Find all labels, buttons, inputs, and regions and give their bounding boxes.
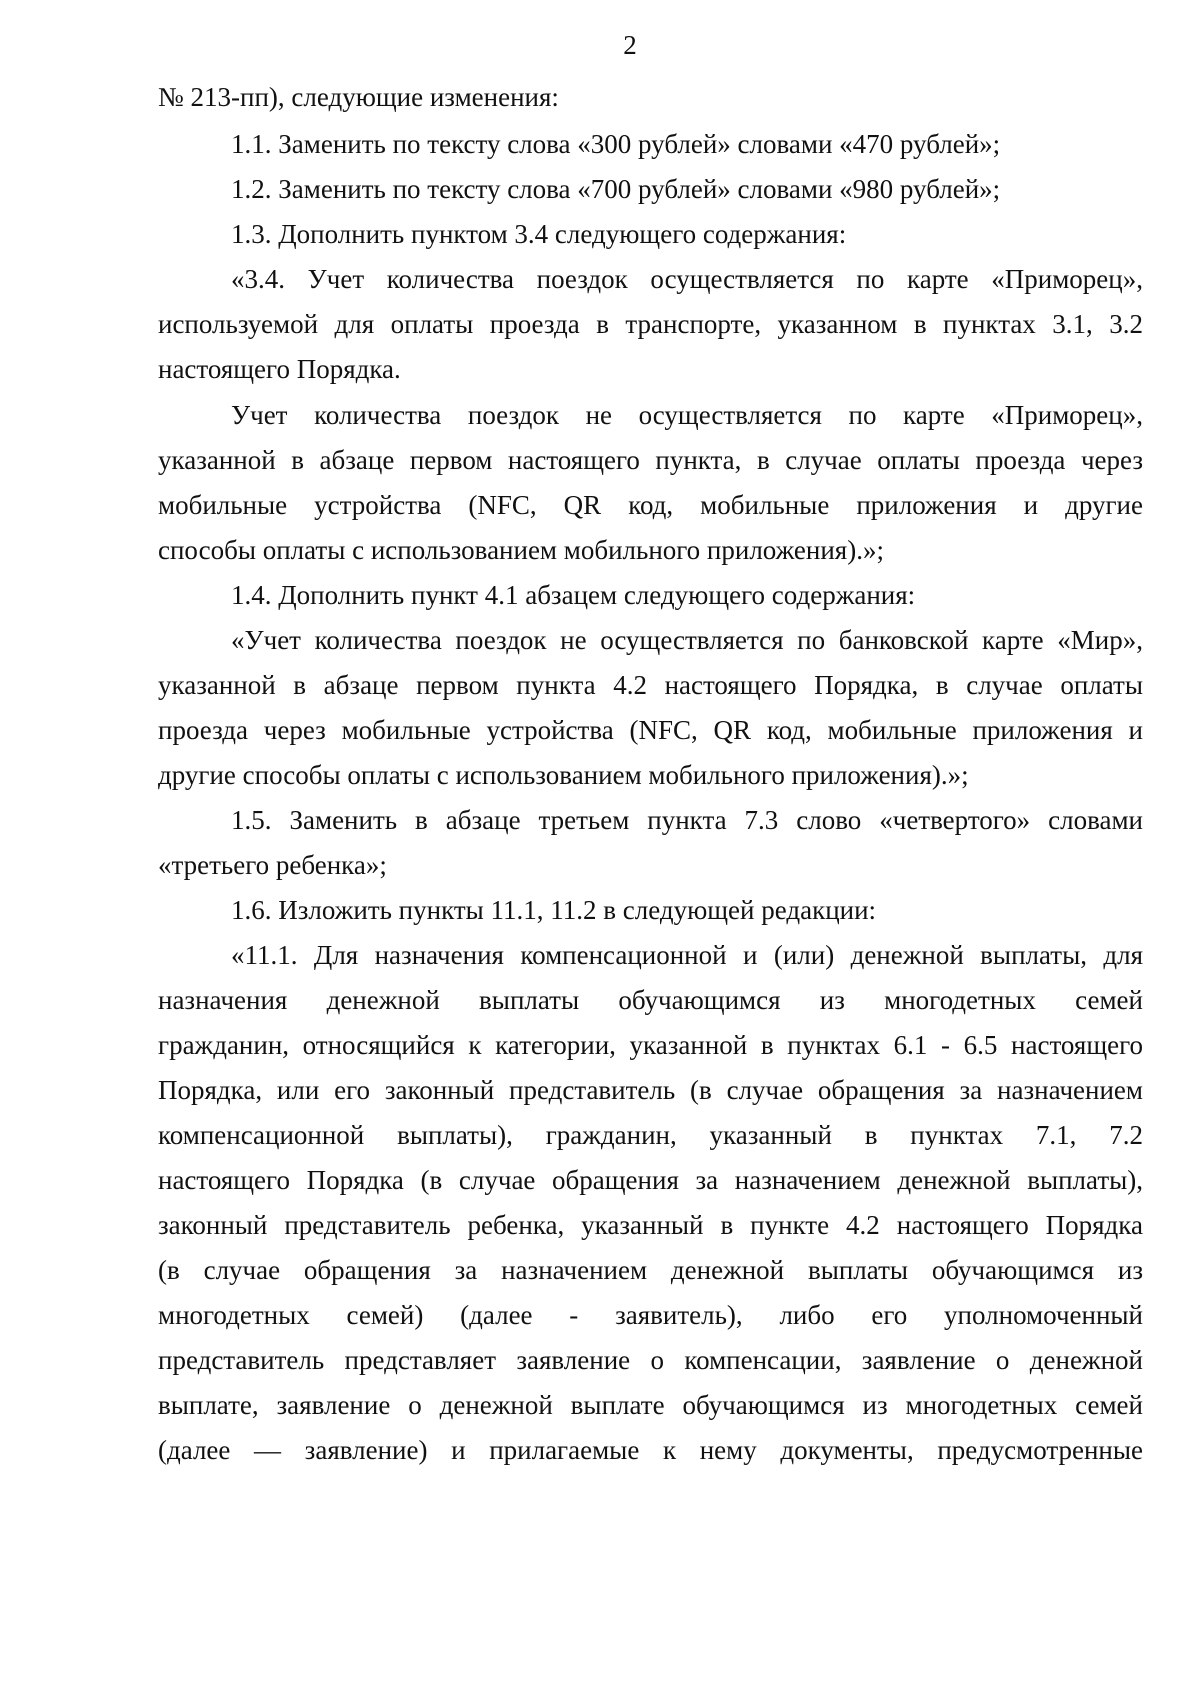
text-line: представитель представляет заявление о компенсации, заявление о денежной bbox=[158, 1345, 1143, 1375]
text-line: «3.4. Учет количества поездок осуществляется по карте «Приморец», bbox=[231, 264, 1143, 294]
text-line: «третьего ребенка»; bbox=[158, 850, 387, 880]
text-line: выплате, заявление о денежной выплате обучающимся из многодетных семей bbox=[158, 1390, 1143, 1420]
text-line: указанной в абзаце первом настоящего пункта, в случае оплаты проезда через bbox=[158, 445, 1143, 475]
text-line: № 213-пп), следующие изменения: bbox=[158, 82, 559, 112]
text-line: 1.3. Дополнить пунктом 3.4 следующего содержания: bbox=[231, 219, 847, 249]
text-line: (в случае обращения за назначением денежной выплаты обучающимся из bbox=[158, 1255, 1143, 1285]
text-line: (далее — заявление) и прилагаемые к нему документы, предусмотренные bbox=[158, 1435, 1143, 1465]
text-line: проезда через мобильные устройства (NFC, QR код, мобильные приложения и bbox=[158, 715, 1143, 745]
text-line: «11.1. Для назначения компенсационной и (или) денежной выплаты, для bbox=[231, 940, 1143, 970]
text-line: указанной в абзаце первом пункта 4.2 настоящего Порядка, в случае оплаты bbox=[158, 670, 1143, 700]
page-number: 2 bbox=[623, 30, 637, 60]
text-line: 1.4. Дополнить пункт 4.1 абзацем следующего содержания: bbox=[231, 580, 916, 610]
text-line: многодетных семей) (далее - заявитель), либо его уполномоченный bbox=[158, 1300, 1143, 1330]
text-line: другие способы оплаты с использованием мобильного приложения).»; bbox=[158, 760, 969, 790]
text-line: гражданин, относящийся к категории, указанной в пунктах 6.1 - 6.5 настоящего bbox=[158, 1030, 1143, 1060]
text-line: компенсационной выплаты), гражданин, указанный в пунктах 7.1, 7.2 bbox=[158, 1120, 1143, 1150]
text-line: законный представитель ребенка, указанный в пункте 4.2 настоящего Порядка bbox=[158, 1210, 1143, 1240]
text-line: настоящего Порядка (в случае обращения за назначением денежной выплаты), bbox=[158, 1165, 1143, 1195]
text-line: используемой для оплаты проезда в транспорте, указанном в пунктах 3.1, 3.2 bbox=[158, 309, 1143, 339]
text-line: 1.1. Заменить по тексту слова «300 рублей» словами «470 рублей»; bbox=[231, 129, 1001, 159]
text-line: способы оплаты с использованием мобильного приложения).»; bbox=[158, 535, 884, 565]
text-line: назначения денежной выплаты обучающимся из многодетных семей bbox=[158, 985, 1143, 1015]
text-line: 1.5. Заменить в абзаце третьем пункта 7.3 слово «четвертого» словами bbox=[231, 805, 1143, 835]
text-line: «Учет количества поездок не осуществляется по банковской карте «Мир», bbox=[231, 625, 1143, 655]
text-line: мобильные устройства (NFC, QR код, мобильные приложения и другие bbox=[158, 490, 1143, 520]
text-line: Учет количества поездок не осуществляется по карте «Приморец», bbox=[231, 400, 1143, 430]
text-line: Порядка, или его законный представитель (в случае обращения за назначением bbox=[158, 1075, 1143, 1105]
text-line: 1.2. Заменить по тексту слова «700 рублей» словами «980 рублей»; bbox=[231, 174, 1001, 204]
text-line: 1.6. Изложить пункты 11.1, 11.2 в следующей редакции: bbox=[231, 895, 877, 925]
text-line: настоящего Порядка. bbox=[158, 354, 401, 384]
